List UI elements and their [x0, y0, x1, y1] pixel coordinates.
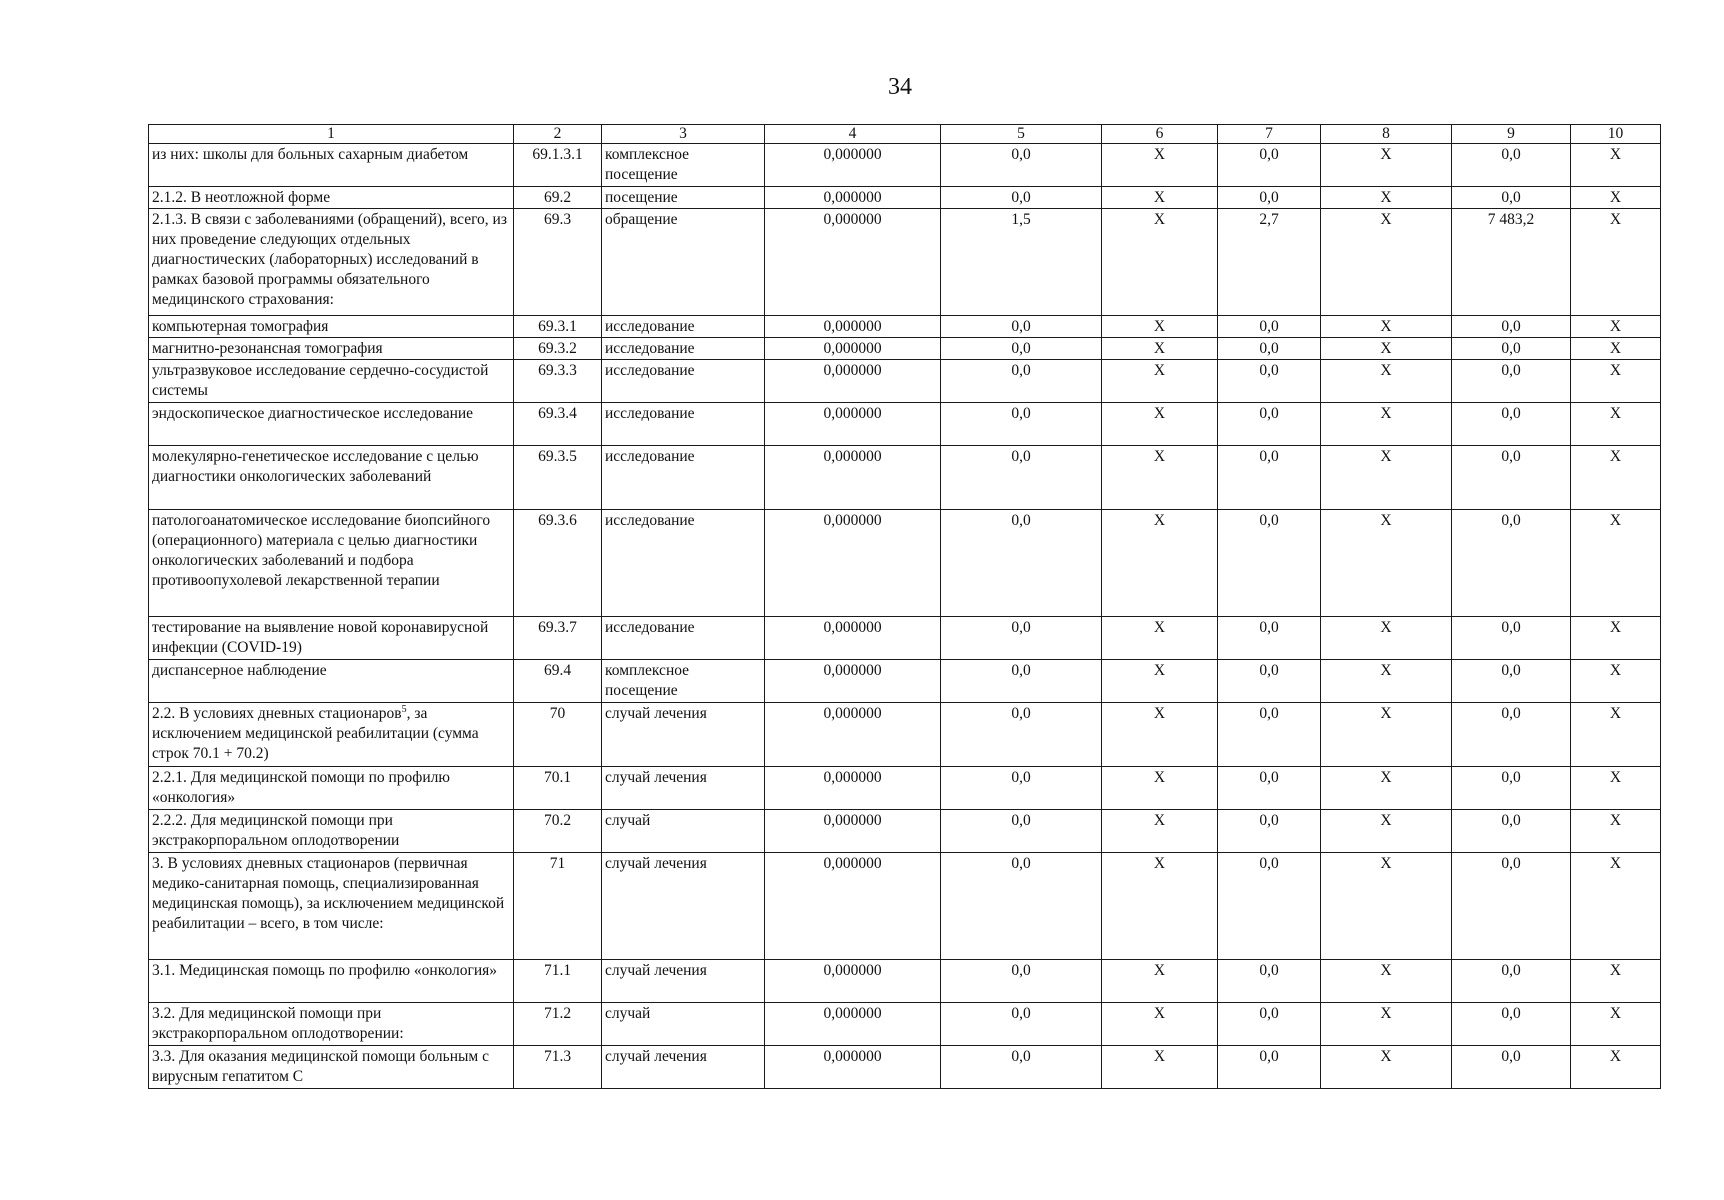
cell-col9: 0,0	[1452, 960, 1571, 1003]
cell-col10: X	[1571, 510, 1661, 617]
cell-col6: X	[1102, 810, 1218, 853]
cell-col4: 0,000000	[765, 360, 941, 403]
row-name: 3. В условиях дневных стационаров (первичная медико-санитарная помощь, специализированная медицинская помощь), за исключением медицинской реабилитации – всего, в том числе:	[149, 853, 514, 960]
cell-col9: 0,0	[1452, 187, 1571, 209]
cell-col6: X	[1102, 660, 1218, 703]
cell-col7: 0,0	[1218, 617, 1321, 660]
table-row	[149, 403, 1661, 446]
cell-col4: 0,000000	[765, 144, 941, 187]
cell-col8: X	[1321, 316, 1452, 338]
cell-col7: 0,0	[1218, 187, 1321, 209]
row-name: 2.2.1. Для медицинской помощи по профилю «онкология»	[149, 767, 514, 810]
row-unit: случай лечения	[602, 767, 765, 810]
table-row	[149, 209, 1661, 316]
cell-col6: X	[1102, 960, 1218, 1003]
row-name: ультразвуковое исследование сердечно-сосудистой системы	[149, 360, 514, 403]
row-unit: исследование	[602, 446, 765, 510]
cell-col8: X	[1321, 360, 1452, 403]
footnote-ref: 5	[401, 703, 407, 715]
cell-col5: 0,0	[941, 403, 1102, 446]
cell-col4: 0,000000	[765, 660, 941, 703]
cell-col6: X	[1102, 767, 1218, 810]
cell-col4: 0,000000	[765, 703, 941, 767]
row-name	[149, 703, 514, 767]
cell-col10: X	[1571, 446, 1661, 510]
table-row	[149, 767, 1661, 810]
cell-col8: X	[1321, 660, 1452, 703]
cell-col5: 0,0	[941, 144, 1102, 187]
row-code: 70	[514, 703, 602, 767]
table-row	[149, 510, 1661, 617]
cell-col4: 0,000000	[765, 316, 941, 338]
cell-col8: X	[1321, 767, 1452, 810]
cell-col8: X	[1321, 144, 1452, 187]
cell-col10: X	[1571, 703, 1661, 767]
row-name: тестирование на выявление новой коронавирусной инфекции (COVID-19)	[149, 617, 514, 660]
cell-col5: 0,0	[941, 703, 1102, 767]
cell-col9: 0,0	[1452, 338, 1571, 360]
cell-col10: X	[1571, 316, 1661, 338]
cell-col4: 0,000000	[765, 617, 941, 660]
cell-col7: 0,0	[1218, 144, 1321, 187]
cell-col8: X	[1321, 617, 1452, 660]
cell-col4: 0,000000	[765, 810, 941, 853]
cell-col9: 0,0	[1452, 446, 1571, 510]
cell-col9: 0,0	[1452, 1003, 1571, 1046]
row-unit: случай	[602, 1003, 765, 1046]
cell-col9: 0,0	[1452, 1046, 1571, 1089]
table-row	[149, 187, 1661, 209]
cell-col9: 0,0	[1452, 810, 1571, 853]
cell-col9: 0,0	[1452, 767, 1571, 810]
cell-col7: 0,0	[1218, 316, 1321, 338]
cell-col4: 0,000000	[765, 510, 941, 617]
row-name: диспансерное наблюдение	[149, 660, 514, 703]
cell-col7: 0,0	[1218, 703, 1321, 767]
cell-col7: 0,0	[1218, 853, 1321, 960]
table-row	[149, 316, 1661, 338]
row-code: 71	[514, 853, 602, 960]
cell-col9: 0,0	[1452, 703, 1571, 767]
row-name-text: 2.2. В условиях дневных стационаров	[152, 705, 402, 722]
row-name: магнитно-резонансная томография	[149, 338, 514, 360]
cell-col5: 0,0	[941, 1046, 1102, 1089]
cell-col6: X	[1102, 446, 1218, 510]
row-unit: случай лечения	[602, 960, 765, 1003]
row-code: 71.1	[514, 960, 602, 1003]
cell-col5: 0,0	[941, 660, 1102, 703]
row-code: 69.3.2	[514, 338, 602, 360]
column-header: 3	[602, 125, 765, 144]
row-name: эндоскопическое диагностическое исследование	[149, 403, 514, 446]
table-row	[149, 1003, 1661, 1046]
cell-col7: 0,0	[1218, 810, 1321, 853]
column-header: 4	[765, 125, 941, 144]
cell-col6: X	[1102, 853, 1218, 960]
row-unit: обращение	[602, 209, 765, 316]
cell-col8: X	[1321, 1003, 1452, 1046]
cell-col6: X	[1102, 187, 1218, 209]
cell-col4: 0,000000	[765, 338, 941, 360]
cell-col9: 7 483,2	[1452, 209, 1571, 316]
cell-col8: X	[1321, 960, 1452, 1003]
cell-col10: X	[1571, 660, 1661, 703]
row-code: 69.3.3	[514, 360, 602, 403]
row-code: 71.3	[514, 1046, 602, 1089]
cell-col7: 0,0	[1218, 960, 1321, 1003]
cell-col10: X	[1571, 144, 1661, 187]
cell-col9: 0,0	[1452, 360, 1571, 403]
cell-col5: 0,0	[941, 316, 1102, 338]
row-unit: исследование	[602, 338, 765, 360]
cell-col10: X	[1571, 960, 1661, 1003]
cell-col9: 0,0	[1452, 403, 1571, 446]
cell-col8: X	[1321, 810, 1452, 853]
row-unit: исследование	[602, 316, 765, 338]
row-code: 70.2	[514, 810, 602, 853]
header-row	[149, 125, 1661, 144]
cell-col4: 0,000000	[765, 209, 941, 316]
cell-col6: X	[1102, 209, 1218, 316]
cell-col6: X	[1102, 703, 1218, 767]
table-row	[149, 853, 1661, 960]
cell-col9: 0,0	[1452, 617, 1571, 660]
column-header: 5	[941, 125, 1102, 144]
cell-col6: X	[1102, 338, 1218, 360]
row-unit: исследование	[602, 403, 765, 446]
row-name: из них: школы для больных сахарным диабетом	[149, 144, 514, 187]
cell-col6: X	[1102, 1046, 1218, 1089]
cell-col6: X	[1102, 510, 1218, 617]
cell-col7: 0,0	[1218, 767, 1321, 810]
cell-col6: X	[1102, 316, 1218, 338]
row-unit: случай лечения	[602, 853, 765, 960]
cell-col5: 0,0	[941, 617, 1102, 660]
column-header: 7	[1218, 125, 1321, 144]
cell-col10: X	[1571, 810, 1661, 853]
row-name: компьютерная томография	[149, 316, 514, 338]
table-row	[149, 703, 1661, 767]
row-code: 71.2	[514, 1003, 602, 1046]
row-unit: исследование	[602, 617, 765, 660]
cell-col4: 0,000000	[765, 403, 941, 446]
row-code: 69.3.1	[514, 316, 602, 338]
row-name: 2.2.2. Для медицинской помощи при экстракорпоральном оплодотворении	[149, 810, 514, 853]
cell-col7: 0,0	[1218, 338, 1321, 360]
cell-col10: X	[1571, 360, 1661, 403]
cell-col10: X	[1571, 187, 1661, 209]
table-row	[149, 660, 1661, 703]
cell-col4: 0,000000	[765, 1046, 941, 1089]
cell-col10: X	[1571, 209, 1661, 316]
table-row	[149, 960, 1661, 1003]
column-header: 1	[149, 125, 514, 144]
table-row	[149, 338, 1661, 360]
cell-col4: 0,000000	[765, 960, 941, 1003]
cell-col10: X	[1571, 853, 1661, 960]
cell-col4: 0,000000	[765, 853, 941, 960]
cell-col10: X	[1571, 1003, 1661, 1046]
cell-col5: 0,0	[941, 338, 1102, 360]
cell-col8: X	[1321, 338, 1452, 360]
cell-col4: 0,000000	[765, 187, 941, 209]
page-number: 34	[888, 74, 912, 100]
cell-col9: 0,0	[1452, 510, 1571, 617]
cell-col8: X	[1321, 853, 1452, 960]
cell-col5: 0,0	[941, 1003, 1102, 1046]
cell-col7: 0,0	[1218, 360, 1321, 403]
cell-col8: X	[1321, 209, 1452, 316]
cell-col10: X	[1571, 403, 1661, 446]
row-unit: комплексное посещение	[602, 660, 765, 703]
row-name: 3.3. Для оказания медицинской помощи больным с вирусным гепатитом С	[149, 1046, 514, 1089]
cell-col7: 0,0	[1218, 1003, 1321, 1046]
cell-col5: 0,0	[941, 853, 1102, 960]
cell-col7: 0,0	[1218, 403, 1321, 446]
cell-col5: 0,0	[941, 510, 1102, 617]
row-code: 69.3	[514, 209, 602, 316]
cell-col7: 0,0	[1218, 1046, 1321, 1089]
table-row	[149, 144, 1661, 187]
row-code: 69.4	[514, 660, 602, 703]
cell-col9: 0,0	[1452, 316, 1571, 338]
cell-col10: X	[1571, 338, 1661, 360]
cell-col10: X	[1571, 767, 1661, 810]
cell-col10: X	[1571, 1046, 1661, 1089]
cell-col6: X	[1102, 360, 1218, 403]
row-name-text-rest: , за исключением медицинской реабилитации (сумма строк 70.1 + 70.2)	[152, 705, 479, 762]
cell-col5: 0,0	[941, 810, 1102, 853]
cell-col4: 0,000000	[765, 446, 941, 510]
row-unit: исследование	[602, 510, 765, 617]
column-header: 2	[514, 125, 602, 144]
row-code: 69.3.5	[514, 446, 602, 510]
table-row	[149, 1046, 1661, 1089]
cell-col8: X	[1321, 446, 1452, 510]
column-header: 9	[1452, 125, 1571, 144]
cell-col9: 0,0	[1452, 660, 1571, 703]
cell-col4: 0,000000	[765, 767, 941, 810]
cell-col6: X	[1102, 617, 1218, 660]
cell-col8: X	[1321, 510, 1452, 617]
cell-col10: X	[1571, 617, 1661, 660]
cell-col5: 0,0	[941, 360, 1102, 403]
table-row	[149, 810, 1661, 853]
row-unit: исследование	[602, 360, 765, 403]
row-name: 2.1.2. В неотложной форме	[149, 187, 514, 209]
row-unit: комплексное посещение	[602, 144, 765, 187]
column-header: 8	[1321, 125, 1452, 144]
row-name: патологоанатомическое исследование биопсийного (операционного) материала с целью диагностики онкологических заболеваний и подбора противоопухолевой лекарственной терапии	[149, 510, 514, 617]
cell-col7: 0,0	[1218, 510, 1321, 617]
row-code: 69.3.6	[514, 510, 602, 617]
cell-col8: X	[1321, 703, 1452, 767]
row-unit: случай	[602, 810, 765, 853]
cell-col5: 0,0	[941, 446, 1102, 510]
table-row	[149, 360, 1661, 403]
row-unit: посещение	[602, 187, 765, 209]
cell-col5: 1,5	[941, 209, 1102, 316]
row-code: 69.3.4	[514, 403, 602, 446]
cell-col5: 0,0	[941, 767, 1102, 810]
row-name: 3.2. Для медицинской помощи при экстракорпоральном оплодотворении:	[149, 1003, 514, 1046]
cell-col7: 2,7	[1218, 209, 1321, 316]
row-unit: случай лечения	[602, 1046, 765, 1089]
cell-col8: X	[1321, 1046, 1452, 1089]
column-header: 10	[1571, 125, 1661, 144]
cell-col9: 0,0	[1452, 853, 1571, 960]
row-code: 69.3.7	[514, 617, 602, 660]
cell-col8: X	[1321, 403, 1452, 446]
cell-col8: X	[1321, 187, 1452, 209]
row-unit: случай лечения	[602, 703, 765, 767]
row-name: 3.1. Медицинская помощь по профилю «онкология»	[149, 960, 514, 1003]
cell-col7: 0,0	[1218, 446, 1321, 510]
cell-col5: 0,0	[941, 960, 1102, 1003]
cell-col6: X	[1102, 144, 1218, 187]
row-code: 70.1	[514, 767, 602, 810]
table-row	[149, 446, 1661, 510]
cell-col9: 0,0	[1452, 144, 1571, 187]
data-table	[148, 124, 1661, 1089]
row-code: 69.2	[514, 187, 602, 209]
row-name: молекулярно-генетическое исследование с целью диагностики онкологических заболеваний	[149, 446, 514, 510]
cell-col7: 0,0	[1218, 660, 1321, 703]
column-header: 6	[1102, 125, 1218, 144]
row-code: 69.1.3.1	[514, 144, 602, 187]
table-row	[149, 617, 1661, 660]
cell-col5: 0,0	[941, 187, 1102, 209]
cell-col6: X	[1102, 1003, 1218, 1046]
row-name: 2.1.3. В связи с заболеваниями (обращений), всего, из них проведение следующих отдельных диагностических (лабораторных) исследований в рамках базовой программы обязательного медицинского страхования:	[149, 209, 514, 316]
cell-col4: 0,000000	[765, 1003, 941, 1046]
cell-col6: X	[1102, 403, 1218, 446]
